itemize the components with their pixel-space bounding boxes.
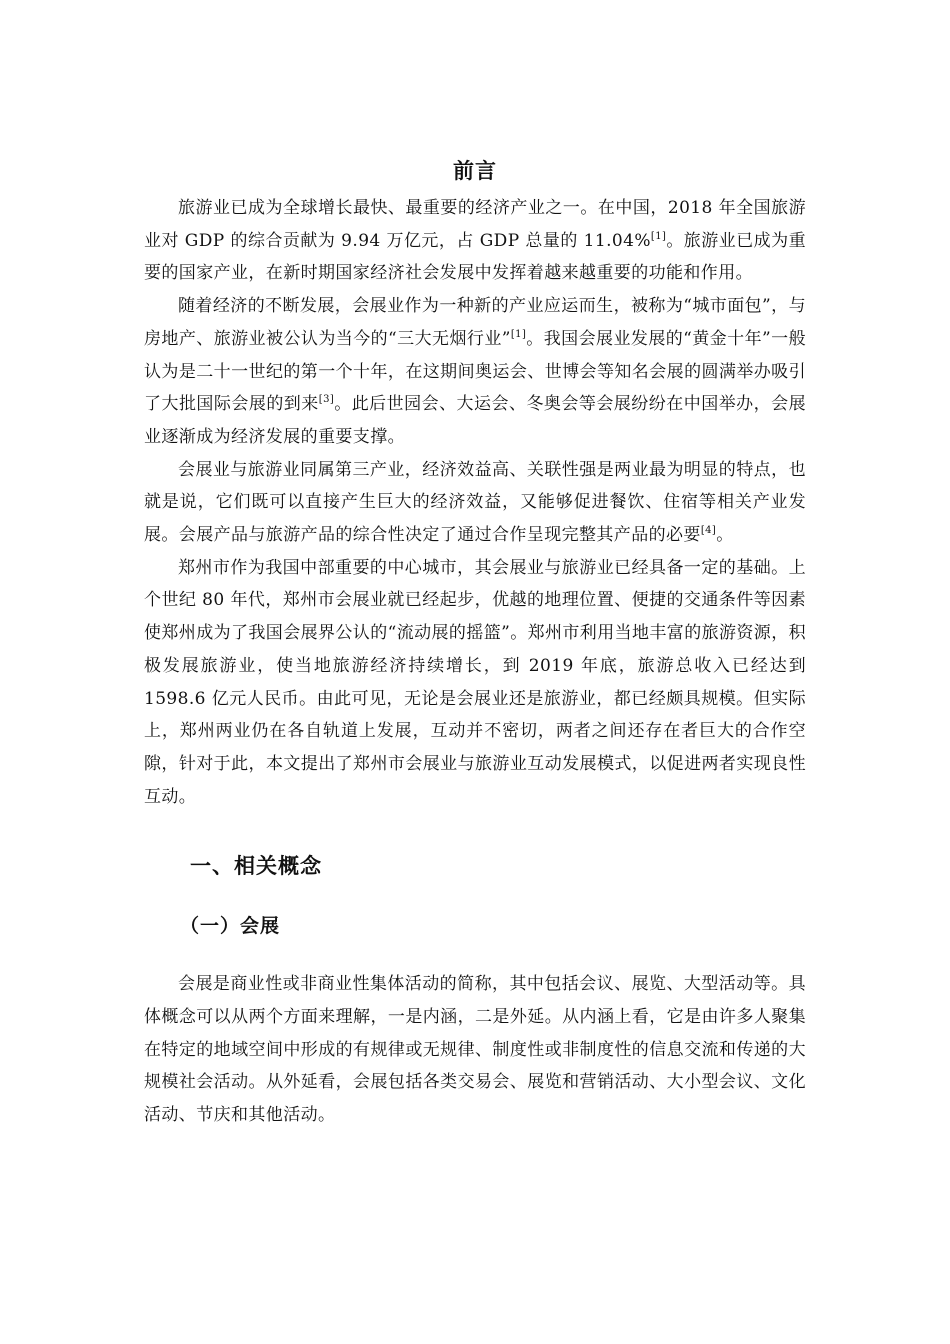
intro-paragraph-1 bbox=[144, 192, 806, 290]
paragraph-text: 随着经济的不断发展，会展业作为一种新的产业应运而生，被称为“城市面包”，与房地产、旅游业被公认为当今的“三大无烟行业” bbox=[144, 296, 806, 349]
paragraph-text: 。旅游业已成为重要的国家产业，在新时期国家经济社会发展中发挥着越来越重要的功能和作用。 bbox=[144, 230, 806, 284]
paragraph-text: 郑州市作为我国中部重要的中心城市，其会展业与旅游业已经具备一定的基础。上个世纪 80 年代，郑州市会展业就已经起步，优越的地理位置、便捷的交通条件等因素使郑州成为了我国会展界公认的“流动展的摇篮”。郑州市利用当地丰富的旅游资源，积极发展旅游业，使当地旅游经济持续增长，到 2019 年底，旅游总收入已经达到 1598.6 亿元人民币。由此可见，无论是会展业还是旅游业，都已经颇具规模。但实际上，郑州两业仍在各自轨道上发展，互动并不密切，两者之间还存在者巨大的合作空隙，针对于此，本文提出了郑州市会展业与旅游业互动发展模式，以促进两者实现良性互动。 bbox=[144, 557, 806, 807]
subsection-heading: （一）会展 bbox=[180, 915, 281, 938]
paragraph-text: 旅游业已成为全球增长最快、最重要的经济产业之一。在中国，2018 年全国旅游业对 GDP 的综合贡献为 9.94 万亿元，占 GDP 总量的 11.04% bbox=[144, 198, 806, 251]
citation-marker: [1] bbox=[510, 328, 527, 340]
section-heading: 一、相关概念 bbox=[190, 854, 322, 879]
intro-paragraph-2 bbox=[144, 290, 806, 454]
heading-spacer bbox=[144, 944, 806, 968]
document-title: 前言 bbox=[453, 159, 497, 183]
paragraph-text: 。 bbox=[716, 525, 734, 546]
paragraph-text: 。此后世园会、大运会、冬奥会等会展纷纷在中国举办，会展业逐渐成为经济发展的重要支撑。 bbox=[144, 394, 806, 447]
intro-paragraph-3 bbox=[144, 454, 806, 552]
paragraph-text: 。我国会展业发展的“黄金十年”一般认为是二十一世纪的第一个十年，在这期间奥运会、世博会等知名会展的圆满举办吸引了大批国际会展的到来 bbox=[144, 328, 806, 415]
citation-marker: [1] bbox=[650, 230, 667, 242]
section-paragraph: 会展是商业性或非商业性集体活动的简称，其中包括会议、展览、大型活动等。具体概念可以从两个方面来理解，一是内涵，二是外延。从内涵上看，它是由许多人聚集在特定的地域空间中形成的有规律或无规律、制度性或非制度性的信息交流和传递的大规模社会活动。从外延看，会展包括各类交易会、展览和营销活动、大小型会议、文化活动、节庆和其他活动。 bbox=[144, 974, 806, 1126]
document-page bbox=[144, 150, 806, 1132]
intro-paragraph-4 bbox=[144, 552, 806, 814]
citation-marker: [3] bbox=[318, 394, 335, 406]
paragraph-text: 会展业与旅游业同属第三产业，经济效益高、关联性强是两业最为明显的特点，也就是说，它们既可以直接产生巨大的经济效益，又能够促进餐饮、住宿等相关产业发展。会展产品与旅游产品的综合性决定了通过合作呈现完整其产品的必要 bbox=[144, 459, 806, 546]
citation-marker: [4] bbox=[700, 525, 717, 537]
